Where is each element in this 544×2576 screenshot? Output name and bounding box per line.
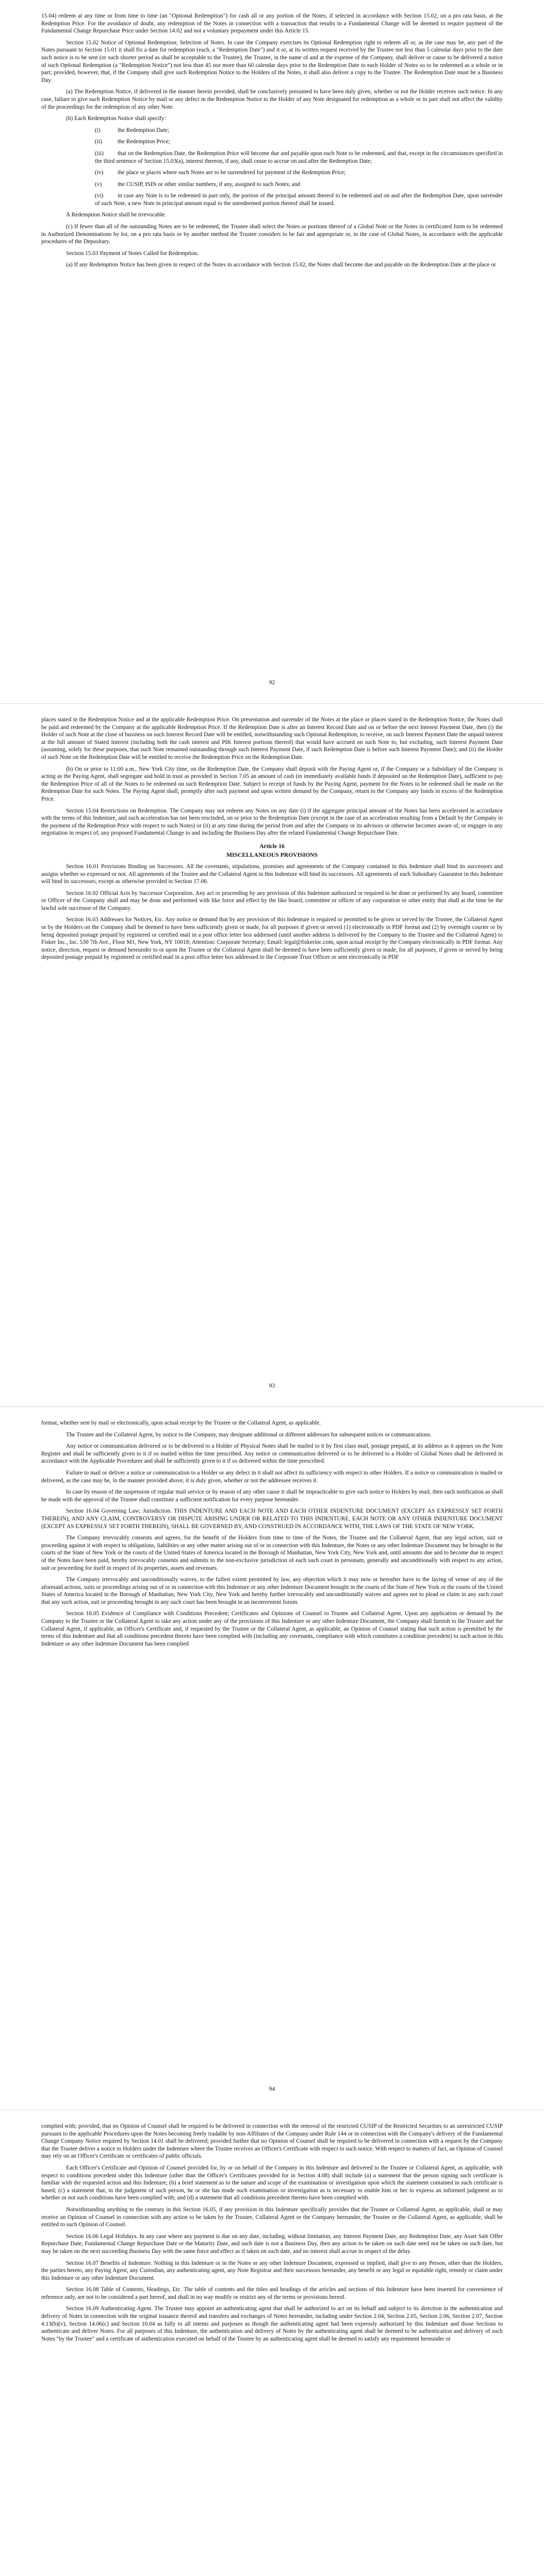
- list-item: (iv) the place or places where such Notes are to be surrendered for payment of the Redemption Price;: [95, 170, 346, 176]
- paragraph-94-7: The Company irrevocably consents and agrees, for the benefit of the Holders from time to time of the Notes, the Trustee and the Collateral Agent, that any legal action, suit or proceeding against it with respect to obligations, liabilities or any other matter arising out of or in connection with this Indenture, the Notes or any other Indenture Document may be brought in the courts of the State of New York or the courts of the United States of America located in the Borough of Manhattan, New York City, New York and, until amounts due and to become due in respect of the Notes have been paid, hereby irrevocably consents and submits to the non-exclusive jurisdiction of each such court in personam, generally and unconditionally with respect to any action, suit or proceeding for itself in respect of its properties, assets and revenues.: [41, 1535, 503, 1571]
- paragraph-93-1: places stated in the Redemption Notice and at the applicable Redemption Price. On presentation and surrender of the Notes at the place or places stated in the Redemption Notice, the Notes shall be paid and redeemed by the Company at the applicable Redemption Price. If the Redemption Date is after an Interest Record Date and on or before the next Interest Payment Date, then (i) the Holder of such Note at the close of business on such Interest Record Date will be entitled, notwithstanding such Optional Redemption, to receive, on such Interest Payment Date the unpaid interest at the full amount of Stated Interest (including both the cash interest and PIK Interest portions thereof) that would have accrued on such Note to, but excluding, such Interest Payment Date (assuming, solely for these purposes, that such Note remained outstanding through such Interest Payment Date, if such Redemption Date is before such Interest Payment Date); and (ii) the Holder of such Note on the Redemption Date will be entitled to receive the Redemption Price on the Redemption Date.: [41, 717, 503, 760]
- paragraph-94-3: Any notice or communication delivered or to be delivered to a Holder of Physical Notes shall be mailed to it by first class mail, postage prepaid, at its address as it appears on the Note Register and shall be sufficiently given to it if so mailed within the time prescribed. Any notice or communication delivered or to be delivered to a Holder of Global Notes shall be delivered in accordance with the Applicable Procedures and shall be sufficiently given to it if so delivered within the time prescribed.: [41, 1443, 503, 1465]
- paragraph-95-6: Section 16.08 Table of Contents, Headings, Etc. The table of contents and the titles and headings of the articles and sections of this Indenture have been inserted for convenience of reference only, are not to be considered a part hereof, and shall in no way modify or restrict any of the terms or provisions hereof.: [41, 2286, 503, 2300]
- paragraph-92-6: (c) If fewer than all of the outstanding Notes are to be redeemed, the Trustee shall select the Notes or portions thereof of a Global Note or the Notes in certificated form to be redeemed in Authorized Denominations by lot, on a pro rata basis or by another method the Trustee considers to be fair and appropriate or, in the case of Global Notes, in accordance with the applicable procedures of the Depositary.: [41, 224, 503, 245]
- paragraph-93-5: Section 16.02 Official Acts by Successor Corporation. Any act or proceeding by any provision of this Indenture authorized or required to be done or performed by any board, committee or Officer of the Company shall and may be done and performed with like force and effect by the like board, committee or officer of any corporation or other entity that shall at the time be the lawful sole successor of the Company.: [41, 890, 503, 911]
- paragraph-94-4: Failure to mail or deliver a notice or communication to a Holder or any defect in it shall not affect its sufficiency with respect to other Holders. If a notice or communication is mailed or delivered, as the case may be, in the manner provided above, it is duly given, whether or not the addressee receives it.: [41, 1469, 503, 1484]
- list-item: (vi) in case any Note is to be redeemed in part only, the portion of the principal amount thereof to be redeemed and on and after the Redemption Date, upon surrender of such Note, a new Note in principal amount equal to the unredeemed portion thereof shall be issued.: [95, 193, 503, 207]
- paragraph-92-7: (a) If any Redemption Notice has been given in respect of the Notes in accordance with Section 15.02, the Notes shall become due and payable on the Redemption Date at the place or: [66, 262, 496, 268]
- paragraph-95-1: complied with; provided, that no Opinion of Counsel shall be required to be delivered in connection with the removal of the restricted CUSIP of the Restricted Securities to an unrestricted CUSIP pursuant to the applicable Procedures upon the Notes becoming freely tradable by non-Affiliates of the Company under Rule 144 or in connection with the Company's delivery of the Fundamental Change Company Notice required by Section 14.01 shall be delivered; provided further that no Opinion of Counsel shall be required to be delivered in connection with a request by the Company that the Trustee deliver a notice to Holders under the Indenture where the Trustee receives an Officer's Certificate with respect to such notice. With respect to matters of fact, an Opinion of Counsel may rely on an Officer's Certificate or certificates of public officials.: [41, 2123, 503, 2160]
- paragraph-95-7: Section 16.09 Authenticating Agent. The Trustee may appoint an authenticating agent that shall be authorized to act on its behalf and subject to its direction in the authentication and delivery of Notes in connection with the original issuance thereof and transfers and exchanges of Notes hereunder, including under Section 2.04, Section 2.05, Section 2.06, Section 2.07, Section 4.13(b)(v), Section 14.06(c) and Section 10.04 as fully to all intents and purposes as though the authenticating agent had been expressly authorized by this Indenture and those Sections to authenticate and deliver Notes. For all purposes of this Indenture, the authentication and delivery of Notes by the authenticating agent shall be deemed to be authentication and delivery of such Notes "by the Trustee" and a certificate of authentication executed on behalf of the Trustee by an authenticating agent shall be deemed to satisfy any requirement hereunder or: [41, 2306, 503, 2342]
- paragraph-92-5: A Redemption Notice shall be irrevocable.: [66, 212, 167, 218]
- paragraph-92-2: Section 15.02 Notice of Optional Redemption; Selection of Notes. In case the Company exercises its Optional Redemption right to redeem all or, as the case may be, any part of the Notes pursuant to Section 15.01 it shall fix a date for redemption (each, a "Redemption Date") and it or, at its written request received by the Trustee not less than 5 calendar days prior to the date such notice is to be sent (or such shorter period as shall be acceptable to the Trustee), the Trustee, in the name of and at the expense of the Company, shall deliver or cause to be delivered a notice of such Optional Redemption (a "Redemption Notice") not less than 45 nor more than 60 calendar days prior to the Redemption Date to each Holder of Notes so to be redeemed as a whole or in part; provided, however, that, if the Company shall give such Redemption Notice to the Holders of the Notes, it shall also deliver a copy to the Trustee. The Redemption Date must be a Business Day.: [41, 39, 503, 83]
- paragraph-95-3: Notwithstanding anything to the contrary in this Section 16.05, if any provision in this Indenture specifically provides that the Trustee or Collateral Agent, as applicable, shall or may receive an Opinion of Counsel in connection with any action to be taken by the Trustee, Collateral Agent or the Company hereunder, the Trustee or the Collateral Agent, as applicable, shall be entitled to such Opinion of Counsel.: [41, 2206, 503, 2228]
- paragraph-92-1: 15.04) redeem at any time or from time to time (an "Optional Redemption") for cash all or any portion of the Notes, if selected in accordance with Section 15.02, on a pro rata basis, at the Redemption Price. For the avoidance of doubt, any redemption of the Notes in connection with a transaction that results in a Fundamental Change will be deemed to require payment of the Fundamental Change Repurchase Price under Section 14.02 and not a voluntary prepayment under this Article 15.: [41, 13, 503, 35]
- paragraph-92-4: (b) Each Redemption Notice shall specify:: [66, 115, 166, 122]
- paragraph-95-5: Section 16.07 Benefits of Indenture. Nothing in this Indenture or in the Notes or any other Indenture Document, expressed or implied, shall give to any Person, other than the Holders, the parties hereto, any Paying Agent, any Custodian, any authenticating agent, any Note Registrar and their successors hereunder, any benefit or any legal or equitable right, remedy or claim under this Indenture or any other Indenture Document.: [41, 2260, 503, 2281]
- paragraph-94-9: Section 16.05 Evidence of Compliance with Conditions Precedent; Certificates and Opinions of Counsel to Trustee and Collateral Agent. Upon any application or demand by the Company to the Trustee or the Collateral Agent to take any action under any of the provisions of this Indenture or any other Indenture Document, the Company shall furnish to the Trustee and the Collateral Agent, if applicable, an Officer's Certificate and, if requested by the Trustee or the Collateral Agent, as applicable, an Opinion of Counsel stating that such action is permitted by the terms of this Indenture and that all conditions precedent thereto have been complied with (including any covenants, compliance with which constitutes a condition precedent) to such action in this Indenture or any other Indenture Document has been complied: [41, 1611, 503, 1647]
- paragraph-93-6: Section 16.03 Addresses for Notices, Etc. Any notice or demand that by any provision of this Indenture is required or permitted to be given or served by the Trustee, the Collateral Agent or by the Holders on the Company shall be deemed to have been sufficiently given or made, for all purposes if given or served (1) electronically in PDF format and (2) by overnight courier or by being deposited postage prepaid by registered or certified mail in a post office letter box addressed (until another address is delivered by the Company to the Trustee and the Collateral Agent) to Fisker Inc., Inc. 530 7th Ave., Floor M1, New York, NY 10018; Attention: Corporate Secretary; Email: legal@fiskerinc.com, upon actual receipt by the Company electronically in PDF format. Any notice, direction, request or demand hereunder to or upon the Trustee or the Collateral Agent shall be deemed to have been sufficiently given or made, for all purposes, if given or served by being deposited postage prepaid by registered or certified mail in a post office letter box addressed to the Corporate Trust Officer or sent electronically in PDF: [41, 917, 503, 961]
- article-title: MISCELLANEOUS PROVISIONS: [226, 851, 318, 858]
- list-item: (i) the Redemption Date;: [95, 127, 169, 133]
- list-item: (v) the CUSIP, ISIN or other similar numbers, if any, assigned to such Notes; and: [95, 181, 301, 188]
- paragraph-93-2: (b) On or prior to 11:00 a.m., New York City time, on the Redemption Date, the Company shall deposit with the Paying Agent or, if the Company or a Subsidiary of the Company is acting as the Paying Agent, shall segregate and hold in trust as provided in Section 7.05 an amount of cash (in immediately available funds if deposited on the Redemption Date), sufficient to pay the Redemption Price of all of the Notes to be redeemed on such Redemption Date. Subject to receipt of funds by the Paying Agent, payment for the Notes to be redeemed shall be made on the Redemption Date for such Notes. The Paying Agent shall, promptly after such payment and upon written demand by the Company, return to the Company any funds in excess of the Redemption Price.: [41, 766, 503, 802]
- document-page-93: [0, 703, 544, 1406]
- paragraph-95-2: Each Officer's Certificate and Opinion of Counsel provided for, by or on behalf of the Company in this Indenture and delivered to the Trustee or Collateral Agent, as applicable, with respect to conditions precedent under this Indenture (other than the Officer's Certificates provided for in Section 4.08) shall include (a) a statement that the person signing such certificate is familiar with the requested action and this Indenture; (b) a brief statement as to the nature and scope of the examination or investigation upon which the statement contained in such certificate is based; (c) a statement that, in the judgment of such person, he or she has made such examination or investigation as is necessary to enable him or her to express an informed judgment as to whether or not such conditions have been complied with; and (d) a statement that all conditions precedent thereto have been complied with.: [41, 2164, 503, 2201]
- paragraph-94-8: The Company irrevocably and unconditionally waives, to the fullest extent permitted by law, any objection which it may now or hereafter have to the laying of venue of any of the aforesaid actions, suits or proceedings arising out of or in connection with this Indenture or any other Indenture Document brought in the courts of the State of New York or the courts of the United States of America located in the Borough of Manhattan, New York City, New York and hereby further irrevocably and unconditionally waives and agrees not to plead or claim in any such court that any such action, suit or proceeding brought in any such court has been brought in an inconvenient forum.: [41, 1577, 503, 1605]
- paragraph-93-3: Section 15.04 Restrictions on Redemption. The Company may not redeem any Notes on any date (i) if the aggregate principal amount of the Notes has been accelerated in accordance with the terms of this Indenture, and such acceleration has not been rescinded, on or prior to the Redemption Date (except in the case of an acceleration resulting from a Default by the Company in the payment of the Redemption Price with respect to such Notes) or (ii) at any time during the period from and after the Company or its advisors or otherwise becomes aware of, or engages in any negotiation in respect of, any proposed Fundamental Change to and including the Business Day after the related Fundamental Change Repurchase Date.: [41, 807, 503, 837]
- paragraph-92-3: (a) The Redemption Notice, if delivered in the manner herein provided, shall be conclusively presumed to have been duly given, whether or not the Holder receives such notice. In any case, failure to give such Redemption Notice by mail or any defect in the Redemption Notice to the Holder of any Note designated for redemption as a whole or in part shall not affect the validity of the proceedings for the redemption of any other Note.: [41, 89, 503, 110]
- paragraph-93-4: Section 16.01 Provisions Binding on Successors. All the covenants, stipulations, promises and agreements of the Company contained in this Indenture shall bind its successors and assigns whether so expressed or not. All agreements of the Trustee and the Collateral Agent in this Indenture will bind its successors. All agreements of each Subsidiary Guarantor in this Indenture will bind its successors, except as otherwise provided in Section 17.06.: [41, 863, 503, 885]
- paragraph-94-6: Section 16.04 Governing Law; Jurisdiction. THIS INDENTURE AND EACH NOTE AND EACH OTHER INDENTURE DOCUMENT (EXCEPT AS EXPRESSLY SET FORTH THEREIN), AND ANY CLAIM, CONTROVERSY OR DISPUTE ARISING UNDER OR RELATED TO THIS INDENTURE, EACH NOTE OR ANY OTHER INDENTURE DOCUMENT (EXCEPT AS EXPRESSLY SET FORTH THEREIN), SHALL BE GOVERNED BY, AND CONSTRUED IN ACCORDANCE WITH, THE LAWS OF THE STATE OF NEW YORK.: [41, 1508, 503, 1530]
- document-page-94: [0, 1406, 544, 2110]
- document-page-92: [0, 0, 544, 703]
- page-number: 93: [269, 1383, 275, 1389]
- page-number: 94: [269, 2086, 275, 2092]
- page-number: 92: [269, 680, 275, 686]
- document-page-95: [0, 2110, 544, 2576]
- list-item: (iii) that on the Redemption Date, the Redemption Price will become due and payable upon each Note to be redeemed, and that, except in the circumstances specified in the third sentence of Section 15.03(a), interest thereon, if any, shall cease to accrue on and after the Redemption Date;: [95, 150, 503, 164]
- paragraph-95-4: Section 16.06 Legal Holidays. In any case where any payment is due on any date, including, without limitation, any Interest Payment Date, any Redemption Date, any Asset Sale Offer Repurchase Date, Fundamental Change Repurchase Date or the Maturity Date, and such date is not a Business Day, then any action to be taken on such date need not be taken on such date, but may be taken on the next succeeding Business Day with the same force and effect as if taken on such date, and no interest shall accrue in respect of the delay.: [41, 2233, 503, 2255]
- paragraph-94-1: format, whether sent by mail or electronically, upon actual receipt by the Trustee or the Collateral Agent, as applicable.: [41, 1420, 321, 1426]
- list-item: (ii) the Redemption Price;: [95, 139, 170, 145]
- section-heading-15-03: Section 15.03 Payment of Notes Called for Redemption.: [66, 250, 199, 257]
- paragraph-94-2: The Trustee and the Collateral Agent, by notice to the Company, may designate additional or different addresses for subsequent notices or communications.: [66, 1431, 432, 1438]
- article-heading: Article 16: [259, 842, 285, 850]
- paragraph-94-5: In case by reason of the suspension of regular mail service or by reason of any other cause it shall be impracticable to give such notice to Holders by mail, then such notification as shall be made with the approval of the Trustee shall constitute a sufficient notification for every purpose hereunder.: [41, 1489, 503, 1503]
